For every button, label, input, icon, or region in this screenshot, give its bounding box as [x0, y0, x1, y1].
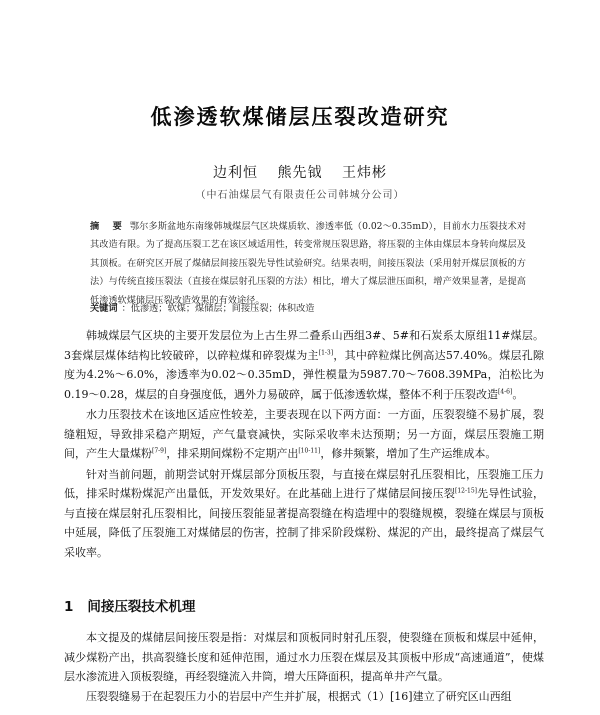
paragraph-text: ，修井频繁，增加了生产运维成本。	[320, 447, 497, 460]
paragraph-text: 韩城煤层气区块的主要开发层位为上古生界二叠系山西组3#、5#和石炭系太原组11#煤层。3套煤层煤体结构比较破碎，以碎粒煤和碎裂煤为主	[64, 329, 544, 362]
author-name: 边利恒	[213, 165, 259, 181]
citation-ref: [1-3]	[318, 348, 334, 356]
section-title: 间接压裂技术机理	[87, 599, 196, 615]
keywords: 关键词 ：低渗透；软煤；煤储层；间接压裂；体积改造	[90, 303, 315, 314]
body-paragraph: 压裂裂缝易于在起裂压力小的岩层中产生并扩展，根据式（1）[16]建立了研究区山西组	[86, 689, 512, 703]
body-paragraph: 本文提及的煤储层间接压裂是指：对煤层和顶板同时射孔压裂，使裂缝在顶板和煤层中延伸，减少煤粉产出，拱高裂缝长度和延伸范围，通过水力压裂在煤层及其顶板中形成“高速通道”，使煤层水渗流进入顶板裂缝，再经裂缝流入井筒，增大压降面积，提高单井产气量。	[64, 631, 544, 683]
keywords-label: 关键词	[90, 303, 118, 314]
body-paragraph	[64, 465, 544, 563]
keywords-text: 低渗透；软煤；煤储层；间接压裂；体积改造	[130, 303, 315, 314]
citation-ref: [7-9]	[152, 447, 167, 455]
citation-ref: [4-6]	[497, 387, 513, 395]
author-list	[0, 162, 600, 182]
paragraph-text: 针对当前问题，前期尝试射开煤层部分顶板压裂，与直接在煤层射孔压裂相比，压裂施工压力低，排采时煤粉煤泥产出量低，开发效果好。在此基础上进行了煤储层间接压裂	[64, 467, 544, 500]
paper-title: 低渗透软煤储层压裂改造研究	[150, 105, 450, 129]
abstract-label: 摘 要	[90, 221, 124, 232]
section-body	[64, 628, 544, 706]
abstract-text: 鄂尔多斯盆地东南缘韩城煤层气区块煤质软、渗透率低（0.02～0.35mD），目前水力压裂技术对其改造有限。为了提高压裂工艺在该区域适用性，转变常规压裂思路，将压裂的主体由煤层本身转向煤层及其顶板。在研究区开展了煤储层间接压裂先导性试验研究。结果表明，间接压裂法（采用射开煤层顶板的方法）与传统直接压裂法（直接在煤层射孔压裂的方法）相比，增大了煤层泄压面积，增产效果显著，是提高低渗透软煤储层压裂改造效果的有效途径。	[90, 221, 527, 306]
paragraph-text: 水力压裂技术在该地区适应性较差，主要表现在以下两方面：一方面，压裂裂缝不易扩展，裂缝粗短，导致排采稳产期短，产气量衰减快，实际采收率未达预期；另一方面，煤层压裂施工期间，产生大量煤粉	[64, 408, 544, 460]
citation-ref: [12-15]	[455, 487, 477, 495]
author-name: 熊先钺	[277, 165, 323, 181]
section-heading	[64, 595, 544, 615]
section-number: 1	[64, 599, 74, 615]
paragraph-text: 先导性试验，与直接在煤层射孔压裂相比，间接压裂能显著提高裂缝在构造埋中的裂缝规模，裂缝在煤层与顶板中延展，降低了压裂施工对煤储层的伤害，控制了排采阶段煤粉、煤泥的产出，最终提高了煤层气采收率。	[64, 487, 545, 559]
author-affiliation: （中石油煤层气有限责任公司韩城分公司）	[195, 190, 405, 201]
body-paragraph	[64, 326, 544, 404]
citation-ref: [10-11]	[298, 447, 321, 455]
paragraph-text: ，其中碎粒煤比例高达57.40%。煤层孔隙度为4.2%～6.0%，渗透率为0.02～0.35mD，弹性模量为5987.70～7608.39MPa，泊松比为0.19～0.28，煤层的自身强度低，遇外力易破碎，属于低渗透软煤，整体不利于压裂改造	[64, 348, 545, 401]
author-name: 王炜彬	[341, 165, 387, 181]
paragraph-text: ，排采期间煤粉不定期产出	[166, 447, 299, 460]
introduction-body	[64, 326, 544, 563]
paragraph-text: 。	[512, 387, 524, 401]
abstract	[90, 218, 526, 310]
body-paragraph	[64, 405, 544, 464]
